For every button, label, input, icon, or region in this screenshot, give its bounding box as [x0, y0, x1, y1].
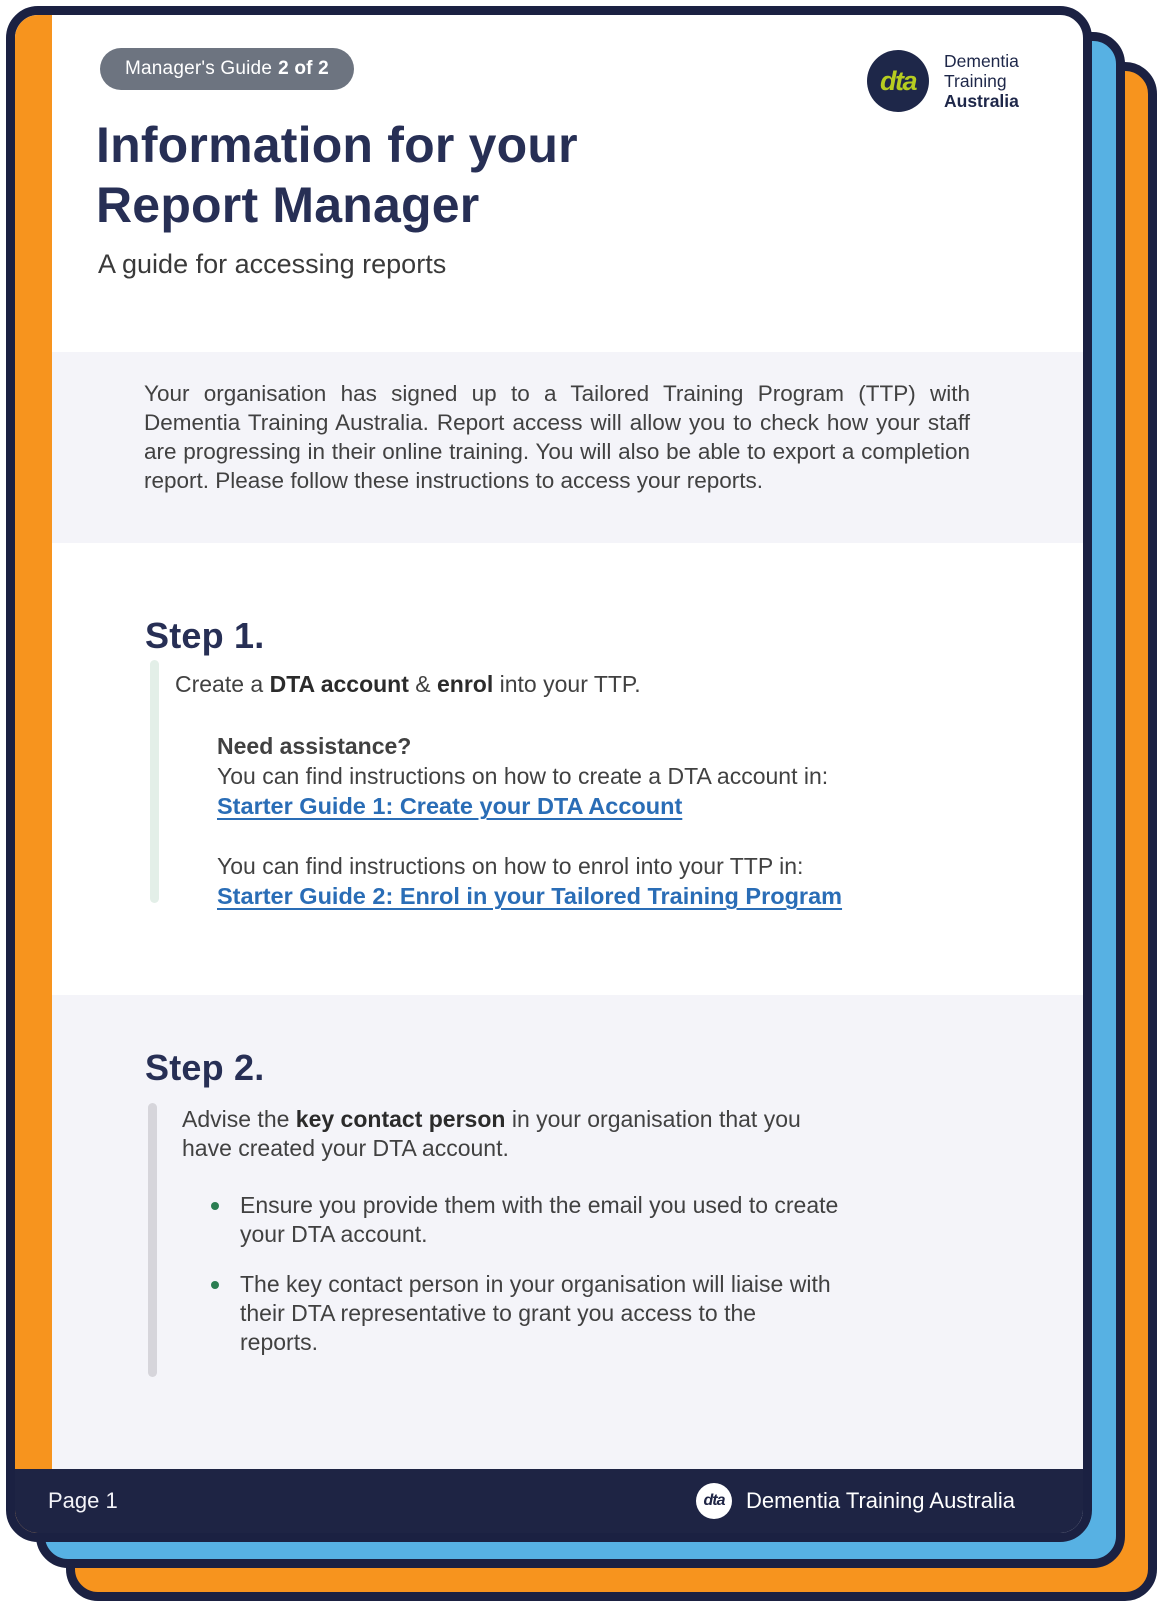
bullet-dot-icon	[211, 1281, 219, 1289]
list-item	[208, 1191, 840, 1249]
bullet-text-1: Ensure you provide them with the email you used to create your DTA account.	[240, 1192, 839, 1247]
guide-badge	[100, 48, 354, 90]
list-item	[208, 1270, 840, 1357]
page-number: Page 1	[48, 1488, 118, 1513]
starter-guide-2-link[interactable]: Starter Guide 2: Enrol in your Tailored Training Program	[217, 883, 843, 909]
logo-word-training: Training	[944, 71, 1007, 91]
dta-logo-wordmark	[944, 51, 1019, 111]
footer-brand	[696, 1483, 1015, 1519]
guide-badge-count: 2 of 2	[278, 58, 329, 79]
dta-logo-mark: dta	[880, 65, 916, 96]
intro-panel	[52, 352, 1083, 543]
footer-brand-text: Dementia Training Australia	[745, 1488, 1015, 1513]
step2-accent-line	[148, 1103, 157, 1377]
page-title-line2: Report Manager	[96, 177, 480, 233]
assistance-heading: Need assistance?	[217, 733, 412, 759]
page-footer	[15, 1469, 1083, 1533]
dta-logo-icon	[867, 50, 929, 112]
logo-word-dementia: Dementia	[944, 51, 1019, 71]
page-title-line1: Information for your	[96, 117, 578, 173]
dta-footer-logo-icon	[696, 1483, 732, 1519]
document-page	[6, 6, 1092, 1542]
assistance-line-2: You can find instructions on how to enrol into your TTP in:	[217, 853, 804, 879]
step2-bullet-list	[208, 1191, 840, 1378]
dta-header-logo	[867, 50, 1019, 112]
step1-heading: Step 1.	[145, 615, 265, 656]
page-title	[96, 115, 578, 235]
starter-guide-1-link[interactable]: Starter Guide 1: Create your DTA Account	[217, 793, 683, 819]
dta-footer-logo-mark: dta	[703, 1492, 725, 1509]
logo-word-australia: Australia	[944, 91, 1019, 111]
left-accent-stripe	[15, 15, 52, 1533]
assistance-spacer	[217, 821, 842, 851]
intro-paragraph: Your organisation has signed up to a Tailored Training Program (TTP) with Dementia Training Australia. Report access will allow you to check how your staff are progressing in their online training. You will also be able to export a completion report. Please follow these instructions to access your reports.	[144, 381, 970, 493]
assistance-line-1: You can find instructions on how to create a DTA account in:	[217, 763, 829, 789]
step2-heading: Step 2.	[145, 1047, 265, 1088]
guide-badge-label: Manager's Guide	[125, 58, 273, 79]
step1-accent-line	[150, 660, 159, 903]
page-subtitle: A guide for accessing reports	[98, 249, 447, 279]
step1-assistance-block	[217, 731, 842, 911]
step2-lead: Advise the key contact person in your organisation that you have created your DTA account.	[182, 1106, 801, 1161]
bullet-dot-icon	[211, 1202, 219, 1210]
bullet-text-2: The key contact person in your organisation will liaise with their DTA representative to grant you access to the reports.	[240, 1271, 831, 1355]
step1-lead: Create a DTA account & enrol into your TTP.	[175, 671, 641, 697]
